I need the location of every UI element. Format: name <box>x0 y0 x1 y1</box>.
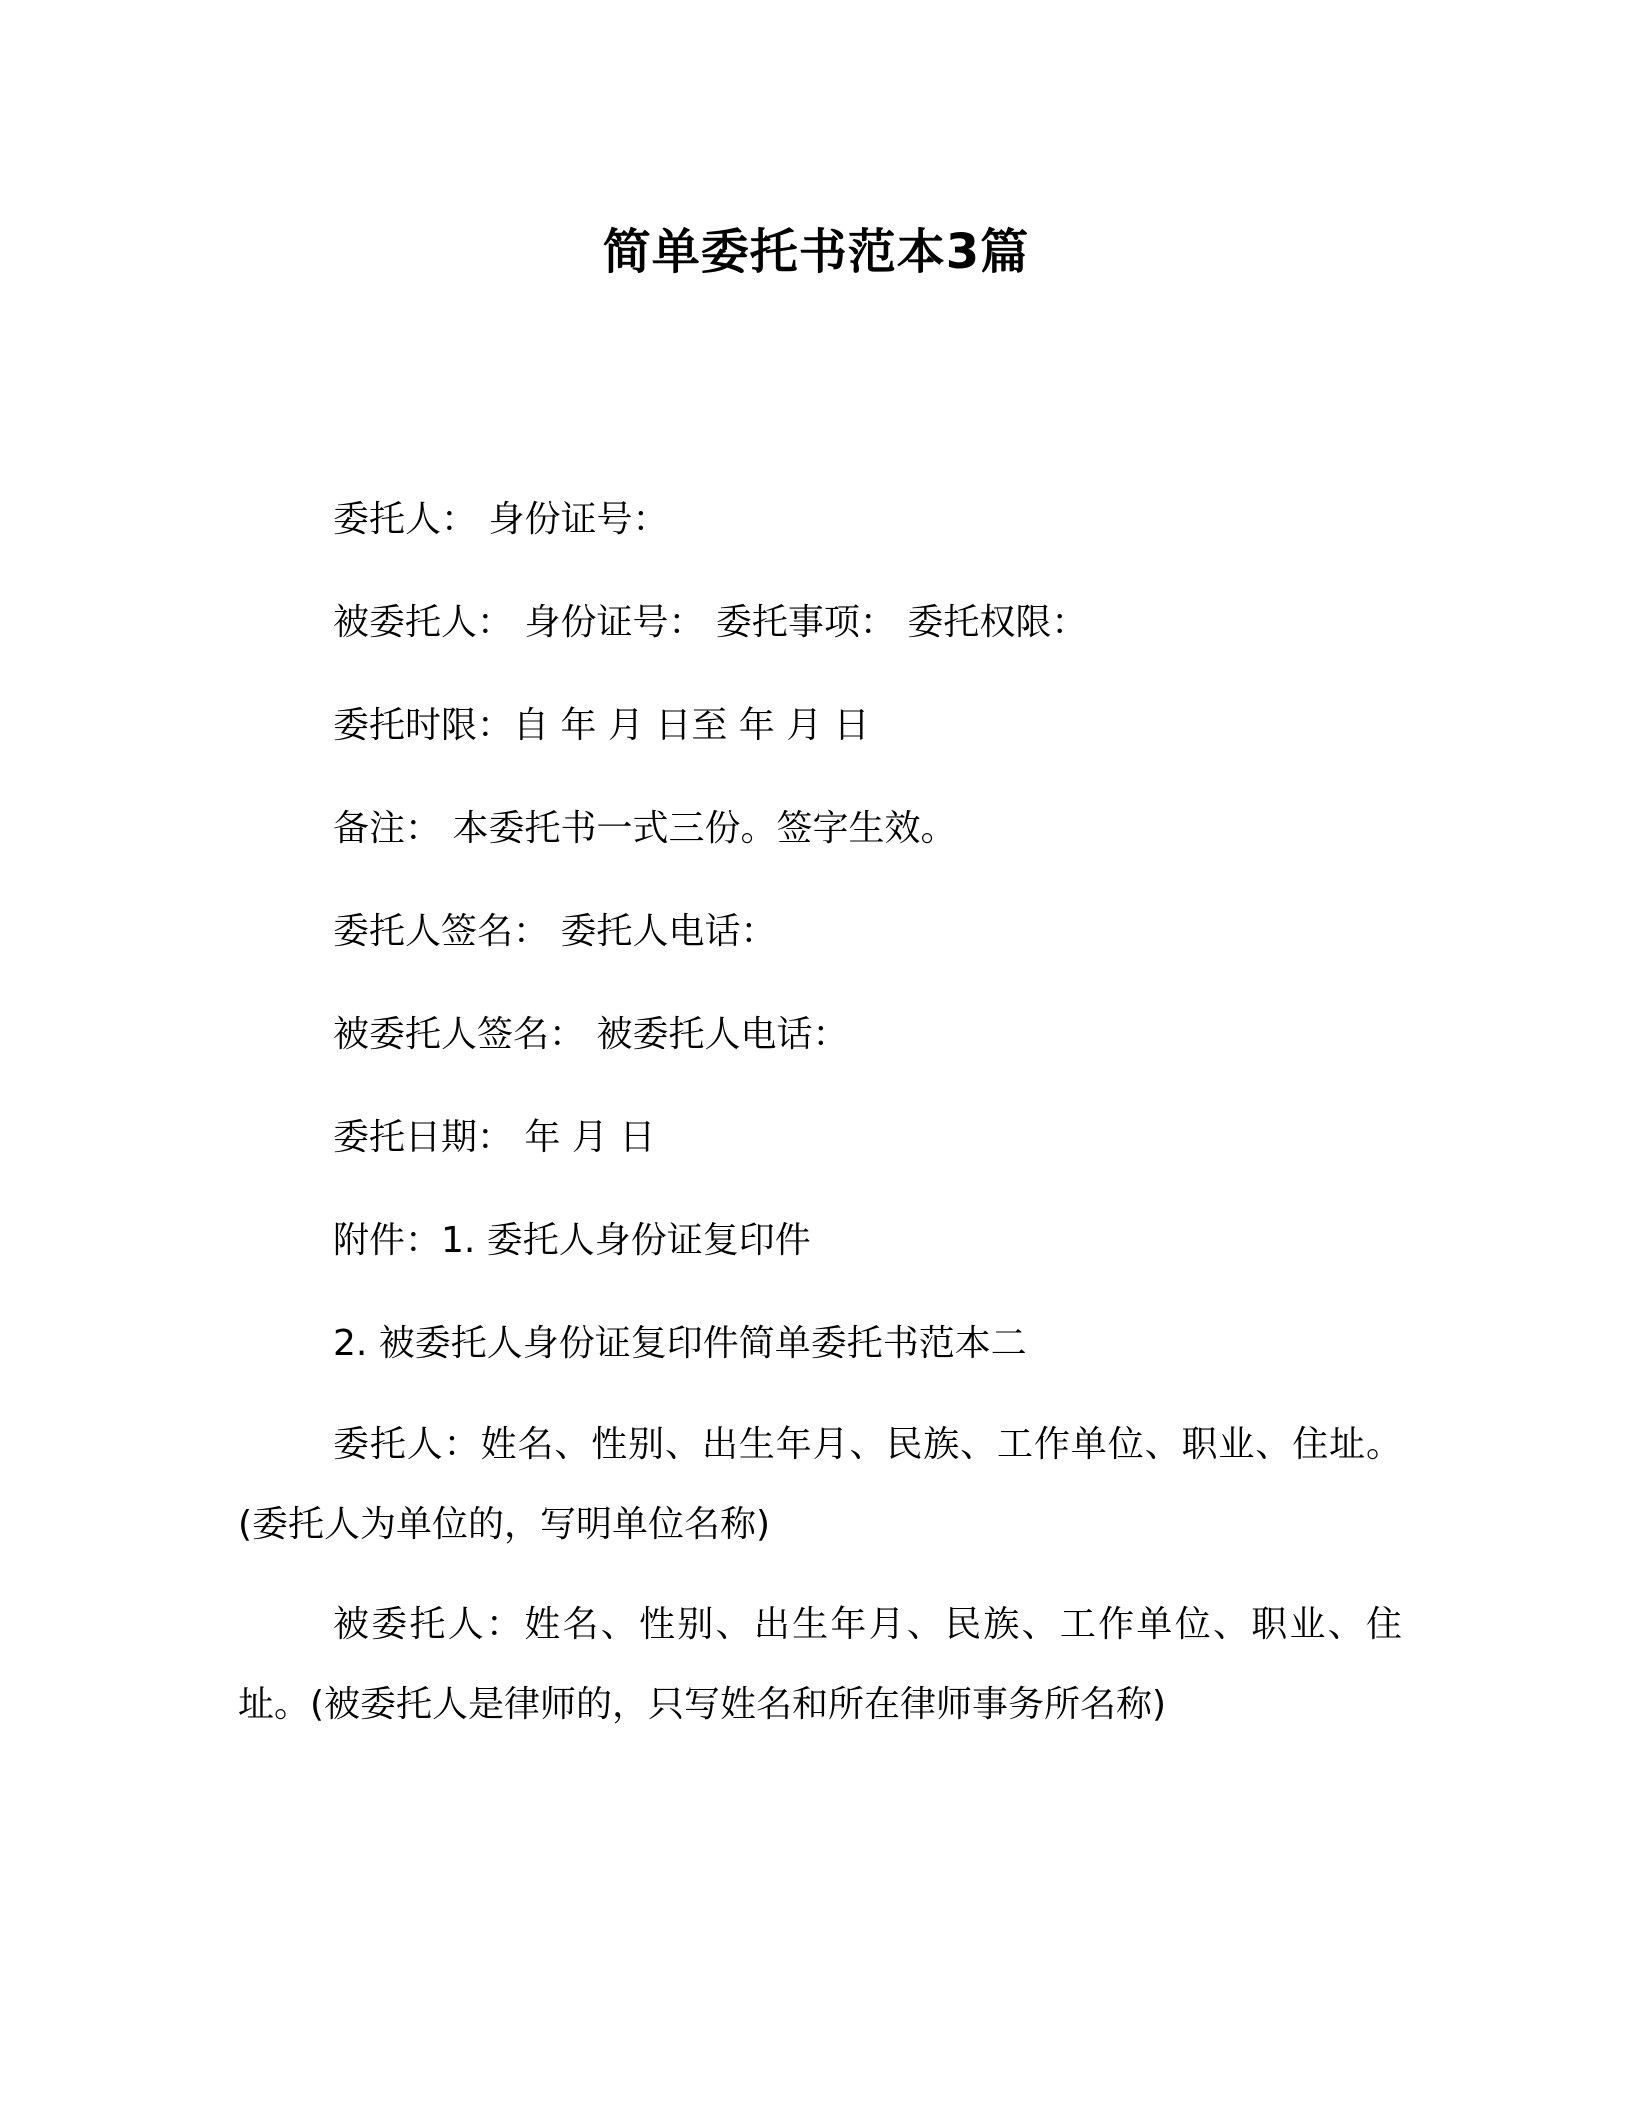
agent-paragraph: 被委托人：姓名、性别、出生年月、民族、工作单位、职业、住址。(被委托人是律师的，只写姓名和所在律师事务所名称) <box>238 1604 1402 1725</box>
principal-signature-line: 委托人签名： 委托人电话： <box>333 911 777 952</box>
remarks-line: 备注： 本委托书一式三份。签字生效。 <box>333 808 957 849</box>
date-line: 委托日期： 年 月 日 <box>333 1117 656 1158</box>
agent-signature-line: 被委托人签名： 被委托人电话： <box>333 1014 849 1055</box>
document-title: 简单委托书范本3篇 <box>602 224 1030 280</box>
principal-paragraph: 委托人：姓名、性别、出生年月、民族、工作单位、职业、住址。(委托人为单位的，写明单位名称) <box>238 1424 1402 1545</box>
agent-info-line: 被委托人： 身份证号： 委托事项： 委托权限： <box>333 602 1088 643</box>
attachment-line-2: 2. 被委托人身份证复印件简单委托书范本二 <box>333 1323 1027 1364</box>
principal-id-line: 委托人： 身份证号： <box>333 499 669 540</box>
attachment-line-1: 附件：1. 委托人身份证复印件 <box>333 1220 811 1261</box>
term-line: 委托时限：自 年 月 日至 年 月 日 <box>333 705 870 746</box>
